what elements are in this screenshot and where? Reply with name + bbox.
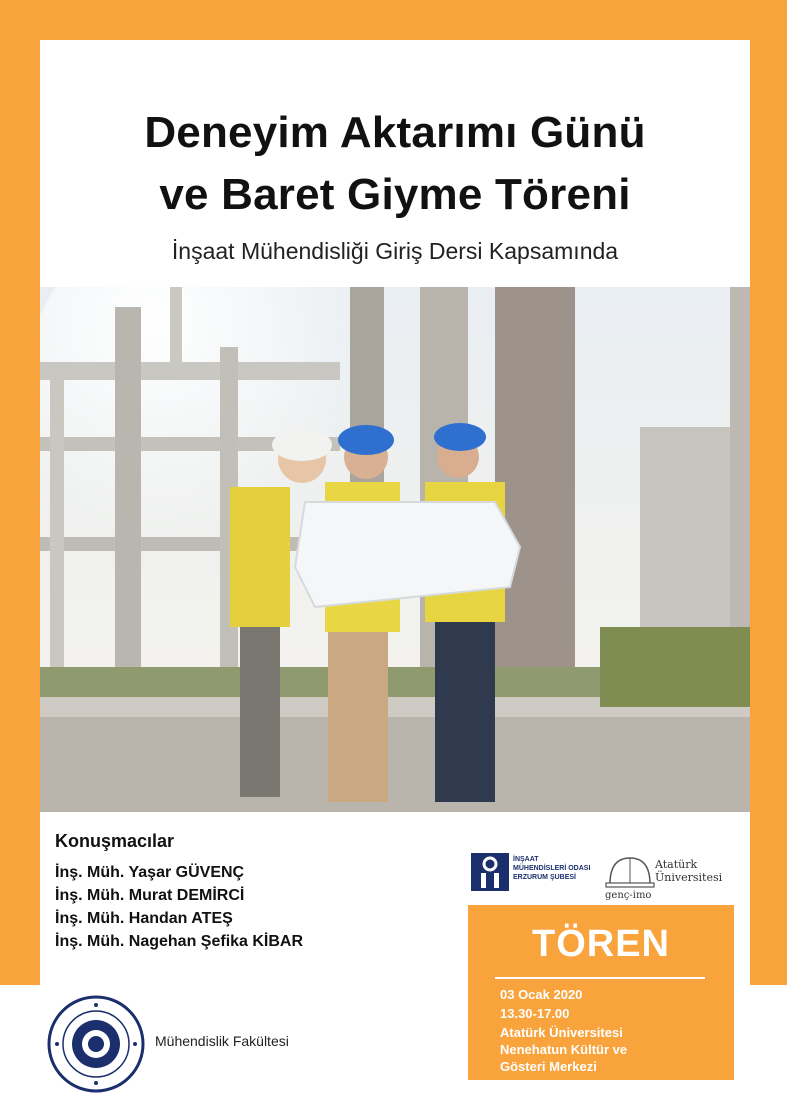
genc-imo-label: genç-imo: [605, 890, 652, 901]
imo-logo-text: İNŞAAT MÜHENDİSLERİ ODASI ERZURUM ŞUBESİ: [513, 856, 591, 881]
speaker-item: İnş. Müh. Nagehan Şefika KİBAR: [55, 933, 304, 950]
ceremony-time: 13.30-17.00: [500, 1006, 570, 1021]
speaker-item: İnş. Müh. Murat DEMİRCİ: [55, 887, 245, 904]
helmet-icon: [604, 852, 656, 892]
construction-engineers-photo: [40, 287, 750, 812]
speaker-item: İnş. Müh. Yaşar GÜVENÇ: [55, 864, 245, 881]
ceremony-venue-line1: Atatürk Üniversitesi: [500, 1025, 623, 1040]
poster-subtitle: İnşaat Mühendisliği Giriş Dersi Kapsamında: [171, 238, 619, 264]
poster-title-line2: ve Baret Giyme Töreni: [159, 170, 631, 219]
orange-frame-left: [0, 0, 40, 985]
poster-title-line1: Deneyim Aktarımı Günü: [144, 108, 646, 157]
speakers-heading: Konuşmacılar: [55, 831, 175, 851]
imo-logo-icon: [470, 852, 510, 892]
ceremony-title: TÖREN: [532, 923, 670, 965]
ceremony-info-box: [468, 905, 734, 1080]
ceremony-venue-line2: Nenehatun Kültür ve: [500, 1042, 628, 1057]
faculty-name: Mühendislik Fakültesi: [155, 1033, 289, 1049]
ceremony-divider: [495, 977, 705, 979]
orange-frame-top: [0, 0, 787, 40]
speaker-item: İnş. Müh. Handan ATEŞ: [55, 910, 233, 927]
ataturk-university-seal-icon: [47, 995, 145, 1093]
ceremony-date: 03 Ocak 2020: [500, 987, 583, 1002]
ceremony-venue-line3: Gösteri Merkezi: [500, 1059, 597, 1074]
ataturk-logo-text: Atatürk Üniversitesi: [655, 858, 723, 884]
orange-frame-right: [750, 0, 787, 985]
